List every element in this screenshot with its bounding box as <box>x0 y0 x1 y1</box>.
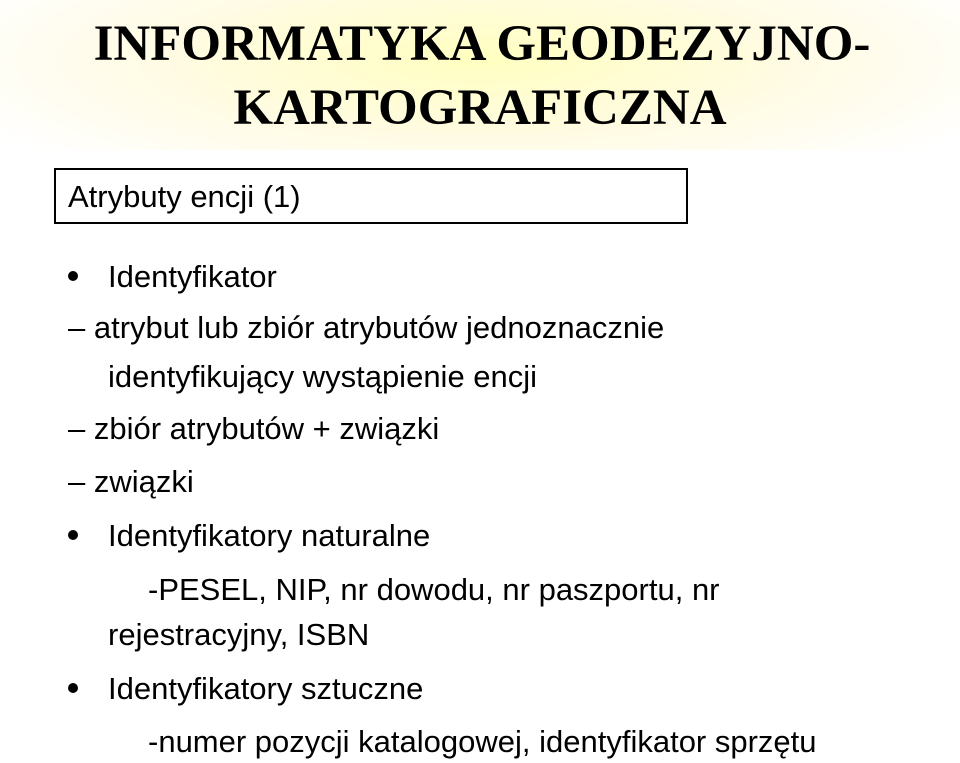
sub-item-definition-line-1: – atrybut lub zbiór atrybutów jednoznacznie <box>68 310 665 345</box>
list-item-identyfikator: Identyfikator <box>108 259 277 294</box>
natural-identifiers-examples-line-2: rejestracyjny, ISBN <box>108 617 370 652</box>
sub-item-definition-line-2: identyfikujący wystąpienie encji <box>108 359 538 394</box>
bullet-icon <box>68 530 78 540</box>
list-item-artificial-identifiers: Identyfikatory sztuczne <box>108 671 424 706</box>
natural-identifiers-examples-line-1: -PESEL, NIP, nr dowodu, nr paszportu, nr <box>148 572 720 607</box>
bullet-icon <box>68 683 78 693</box>
artificial-identifiers-examples: -numer pozycji katalogowej, identyfikator sprzętu <box>148 724 817 759</box>
page-title-line-1: INFORMATYKA GEODEZYJNO- <box>93 16 871 72</box>
list-item-natural-identifiers: Identyfikatory naturalne <box>108 518 431 553</box>
sub-item-relations: – związki <box>68 464 194 499</box>
sub-item-attributes-relations: – zbiór atrybutów + związki <box>68 411 440 446</box>
subtitle-text: Atrybuty encji (1) <box>68 179 301 214</box>
bullet-icon <box>68 271 78 281</box>
subtitle-box <box>54 168 688 224</box>
page-title-line-2: KARTOGRAFICZNA <box>233 80 727 136</box>
